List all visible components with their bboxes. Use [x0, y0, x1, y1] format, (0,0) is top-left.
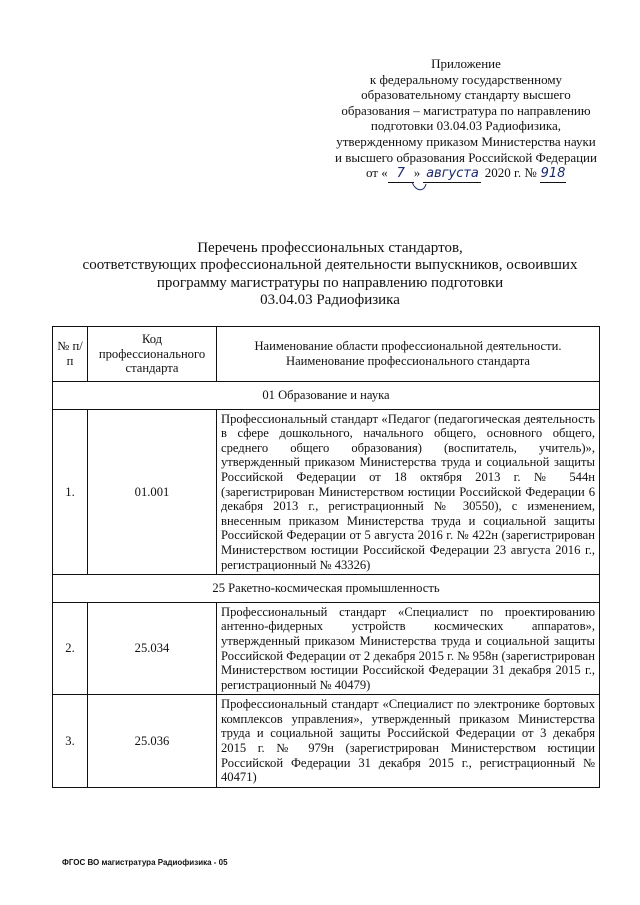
section-row [53, 575, 600, 603]
appendix-line: Приложение [431, 56, 501, 71]
date-prefix: от « [365, 165, 388, 181]
handwritten-order-number: 918 [540, 166, 566, 182]
row-desc: Профессиональный стандарт «Специалист по электронике бортовых комплексов управления», утвержденный приказом Министерства труда и социальной защиты Российской Федерации от 3 декабря 2015 г. № 979н (зарегистрирован Министерством юстиции Российской Федерации 31 декабря 2015 г., регистрационный № 40471) [217, 695, 600, 788]
appendix-block [330, 56, 602, 183]
header-num: № п/п [53, 327, 88, 382]
standards-table [52, 326, 600, 788]
row-code: 01.001 [88, 409, 217, 575]
handwriting-flourish-icon [410, 180, 450, 194]
section-title: 25 Ракетно-космическая промышленность [53, 575, 600, 603]
date-year: 2020 г. № [484, 165, 537, 181]
row-desc: Профессиональный стандарт «Педагог (педагогическая деятельность в сфере дошкольного, начального общего, основного общего, среднего общего образования) (воспитатель, учитель)», утвержденный приказом Министерства труда и социальной защиты Российской Федерации от 18 октября 2013 г. № 544н (зарегистрирован Министерством юстиции Российской Федерации 6 декабря 2013 г., регистрационный № 30550), с изменением, внесенным приказом Министерства труда и социальной защиты Российской Федерации от 5 августа 2016 г. № 422н (зарегистрирован Министерством юстиции Российской Федерации 23 августа 2016 г., регистрационный № 43326) [217, 409, 600, 575]
section-title: 01 Образование и наука [53, 382, 600, 410]
header-code: Код профессионального стандарта [88, 327, 217, 382]
handwritten-month: августа [423, 166, 481, 183]
page-footer: ФГОС ВО магистратура Радиофизика - 05 [62, 858, 228, 867]
row-desc: Профессиональный стандарт «Специалист по проектированию антенно-фидерных устройств космических аппаратов», утвержденный приказом Министерства труда и социальной защиты Российской Федерации от 2 декабря 2015 г. № 958н (зарегистрирован Министерством юстиции Российской Федерации 31 декабря 2015 г., регистрационный № 40479) [217, 602, 600, 695]
title-line: соответствующих профессиональной деятельности выпускников, освоивших [82, 257, 578, 274]
title-line: программу магистратуры по направлению подготовки [156, 274, 504, 291]
order-date-line [330, 165, 602, 183]
appendix-line: к федеральному государственному [369, 71, 563, 87]
handwritten-day: 7 [388, 166, 414, 183]
appendix-line: утвержденному приказом Министерства науки [336, 133, 596, 149]
appendix-line: подготовки 03.04.03 Радиофизика, [370, 118, 562, 134]
table-row [53, 695, 600, 788]
appendix-line: образования – магистратура по направлению [341, 102, 591, 118]
section-row [53, 382, 600, 410]
date-mid: » [413, 165, 421, 181]
row-num: 3. [53, 695, 88, 788]
row-num: 2. [53, 602, 88, 695]
appendix-line: образовательному стандарту высшего [361, 87, 571, 103]
document-title [40, 240, 620, 310]
title-line: 03.04.03 Радиофизика [260, 292, 400, 309]
appendix-line: и высшего образования Российской Федерации [335, 149, 597, 165]
title-line: Перечень профессиональных стандартов, [197, 240, 463, 256]
table-header-row [53, 327, 600, 382]
table-row [53, 409, 600, 575]
row-num: 1. [53, 409, 88, 575]
row-code: 25.036 [88, 695, 217, 788]
table-row [53, 602, 600, 695]
row-code: 25.034 [88, 602, 217, 695]
header-name: Наименование области профессиональной деятельности. Наименование профессионального стандарта [217, 327, 600, 382]
